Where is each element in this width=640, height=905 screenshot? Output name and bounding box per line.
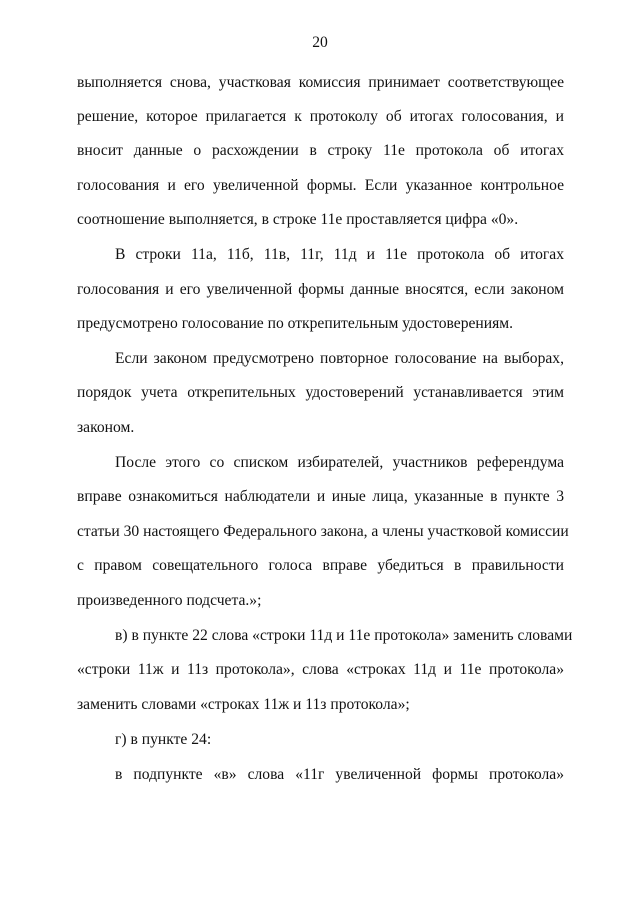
text-line: предусмотрено голосование по открепительным удостоверениям. <box>77 315 514 332</box>
text-line: решение, которое прилагается к протоколу об итогах голосования, и <box>77 108 564 125</box>
text-line: голосования и его увеличенной формы данные вносятся, если законом <box>77 281 564 298</box>
text-line: вправе ознакомиться наблюдатели и иные лица, указанные в пункте 3 <box>77 488 564 505</box>
text-line: соотношение выполняется, в строке 11е проставляется цифра «0». <box>77 211 519 228</box>
text-line: в) в пункте 22 слова «строки 11д и 11е протокола» заменить словами <box>115 627 573 644</box>
text-line: порядок учета открепительных удостоверений устанавливается этим <box>77 384 564 401</box>
text-line: «строки 11ж и 11з протокола», слова «строках 11д и 11е протокола» <box>77 661 564 678</box>
text-line: произведенного подсчета.»; <box>77 592 262 609</box>
text-line: заменить словами «строках 11ж и 11з протокола»; <box>77 696 410 713</box>
text-line: с правом совещательного голоса вправе убедиться в правильности <box>77 557 564 574</box>
text-line: Если законом предусмотрено повторное голосование на выборах, <box>115 350 564 367</box>
text-line: г) в пункте 24: <box>115 731 212 748</box>
text-line: голосования и его увеличенной формы. Если указанное контрольное <box>77 177 564 194</box>
text-line: выполняется снова, участковая комиссия принимает соответствующее <box>77 74 564 91</box>
page-number: 20 <box>312 34 328 51</box>
text-line: в подпункте «в» слова «11г увеличенной формы протокола» <box>115 766 564 783</box>
text-line: законом. <box>77 419 135 436</box>
text-line: статьи 30 настоящего Федерального закона, а члены участковой комиссии <box>77 523 569 540</box>
text-line: После этого со списком избирателей, участников референдума <box>115 454 564 471</box>
text-line: В строки 11а, 11б, 11в, 11г, 11д и 11е протокола об итогах <box>115 246 564 263</box>
text-line: вносит данные о расхождении в строку 11е протокола об итогах <box>77 142 564 159</box>
